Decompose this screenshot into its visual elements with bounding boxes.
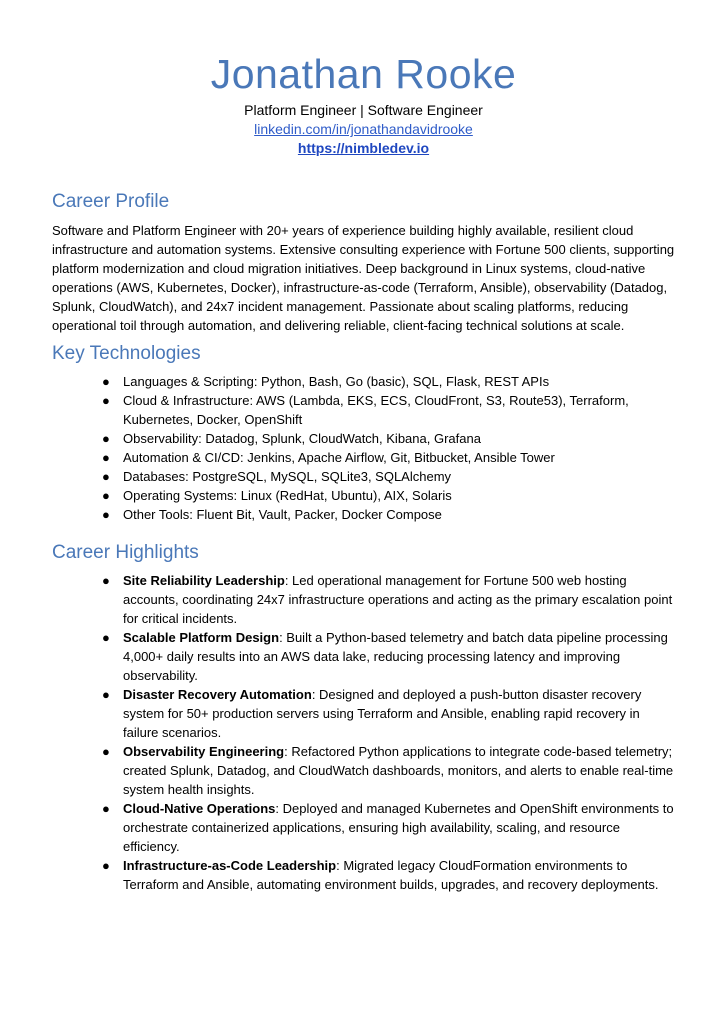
key-technologies-section	[52, 342, 675, 524]
highlight-item	[52, 742, 675, 799]
highlight-item	[52, 628, 675, 685]
career-profile-heading: Career Profile	[52, 191, 170, 212]
bullet-icon: ●	[102, 744, 110, 759]
technology-text: Observability: Datadog, Splunk, CloudWatch, Kibana, Grafana	[123, 431, 481, 446]
highlight-title: Disaster Recovery Automation	[123, 687, 312, 702]
technology-item	[52, 391, 675, 429]
website-link[interactable]: https://nimbledev.io	[297, 140, 430, 156]
bullet-icon: ●	[102, 450, 110, 465]
bullet-icon: ●	[102, 687, 110, 702]
bullet-icon: ●	[102, 469, 110, 484]
technology-item	[52, 448, 675, 467]
bullet-icon: ●	[102, 507, 110, 522]
technology-text: Cloud & Infrastructure: AWS (Lambda, EKS, ECS, CloudFront, S3, Route53), Terraform, Kubernetes, Docker, OpenShift	[123, 393, 629, 427]
technology-item	[52, 486, 675, 505]
bullet-icon: ●	[102, 393, 110, 408]
key-technologies-list	[52, 372, 675, 524]
career-highlights-list	[52, 571, 675, 894]
career-highlights-heading: Career Highlights	[52, 542, 199, 563]
bullet-icon: ●	[102, 858, 110, 873]
highlight-item	[52, 685, 675, 742]
technology-text: Languages & Scripting: Python, Bash, Go (basic), SQL, Flask, REST APIs	[123, 374, 550, 389]
career-highlights-section	[52, 541, 675, 894]
highlight-title: Observability Engineering	[123, 744, 285, 759]
highlight-item	[52, 799, 675, 856]
technology-item	[52, 429, 675, 448]
highlight-text: : Refactored Python applications to integrate code-based telemetry; created Splunk, Datadog, and CloudWatch dashboards, monitors, and alerts to enable real-time system health insights.	[123, 744, 674, 797]
bullet-icon: ●	[102, 573, 110, 588]
candidate-name: Jonathan Rooke	[210, 51, 517, 97]
highlight-title: Site Reliability Leadership	[123, 573, 285, 588]
resume-header	[52, 0, 675, 158]
technology-text: Operating Systems: Linux (RedHat, Ubuntu), AIX, Solaris	[123, 488, 452, 503]
highlight-item	[52, 571, 675, 628]
highlight-text: : Migrated legacy CloudFormation environments to Terraform and Ansible, automating environment builds, upgrades, and recovery deployments.	[123, 858, 659, 892]
technology-text: Other Tools: Fluent Bit, Vault, Packer, Docker Compose	[123, 507, 442, 522]
candidate-title: Platform Engineer | Software Engineer	[244, 102, 483, 118]
highlight-text: : Designed and deployed a push-button disaster recovery system for 50+ production servers using Terraform and Ansible, enabling rapid recovery in failure scenarios.	[123, 687, 642, 740]
bullet-icon: ●	[102, 488, 110, 503]
technology-item	[52, 505, 675, 524]
highlight-text: : Built a Python-based telemetry and batch data pipeline processing 4,000+ daily results into an AWS data lake, reducing processing latency and improving observability.	[123, 630, 668, 683]
highlight-title: Cloud-Native Operations	[123, 801, 276, 816]
highlight-text: : Led operational management for Fortune 500 web hosting accounts, coordinating 24x7 infrastructure operations and acting as the primary escalation point for critical incidents.	[123, 573, 673, 626]
highlight-text: : Deployed and managed Kubernetes and OpenShift environments to orchestrate containerized applications, ensuring high availability, scaling, and resource efficiency.	[123, 801, 674, 854]
bullet-icon: ●	[102, 801, 110, 816]
technology-text: Automation & CI/CD: Jenkins, Apache Airflow, Git, Bitbucket, Ansible Tower	[123, 450, 555, 465]
linkedin-link[interactable]: linkedin.com/in/jonathandavidrooke	[254, 121, 473, 137]
bullet-icon: ●	[102, 431, 110, 446]
technology-text: Databases: PostgreSQL, MySQL, SQLite3, SQLAlchemy	[123, 469, 452, 484]
career-profile-text: Software and Platform Engineer with 20+ years of experience building highly available, resilient cloud infrastructure and automation systems. Extensive consulting experience with Fortune 500 clients, supporting platform modernization and cloud migration initiatives. Deep background in Linux systems, cloud-native operations (AWS, Kubernetes, Docker), infrastructure-as-code (Terraform, Ansible), observability (Datadog, Splunk, CloudWatch), and 24x7 incident management. Passionate about scaling platforms, reducing operational toil through automation, and delivering reliable, client-facing technical solutions at scale.	[52, 223, 675, 333]
highlight-title: Infrastructure-as-Code Leadership	[123, 858, 337, 873]
career-profile-section	[52, 190, 675, 335]
bullet-icon: ●	[102, 630, 110, 645]
technology-item	[52, 372, 675, 391]
bullet-icon: ●	[102, 374, 110, 389]
highlight-item	[52, 856, 675, 894]
highlight-title: Scalable Platform Design	[123, 630, 280, 645]
technology-item	[52, 467, 675, 486]
key-technologies-heading: Key Technologies	[52, 343, 201, 364]
